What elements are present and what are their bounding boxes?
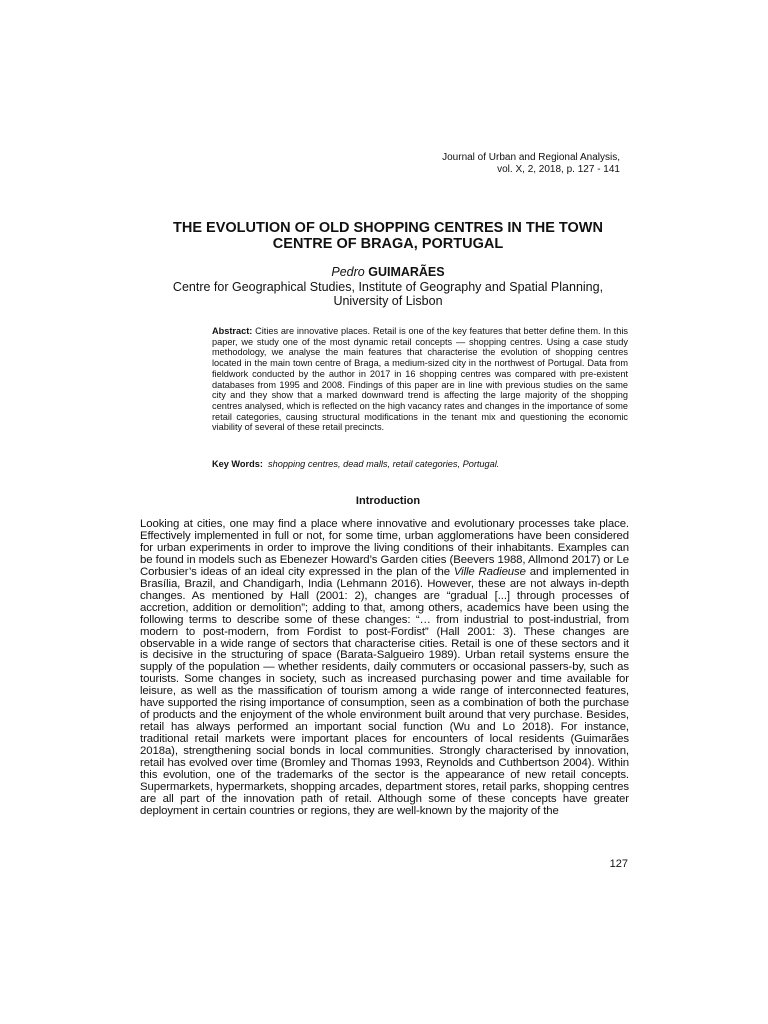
affiliation-line-2: University of Lisbon [333,294,443,308]
abstract [212,326,628,433]
author-given-name: Pedro [331,265,365,279]
introduction-paragraph [140,519,629,818]
page-number: 127 [609,858,628,870]
author-affiliation [140,280,636,308]
journal-line-1: Journal of Urban and Regional Analysis, [442,152,620,163]
title-line-1: THE EVOLUTION OF OLD SHOPPING CENTRES IN THE TOWN [173,220,603,236]
abstract-label: Abstract: [212,326,253,336]
abstract-text: Cities are innovative places. Retail is one of the key features that better define them. In this paper, we study one of the most dynamic retail concepts — shopping centres. Using a case study methodology, we analyse the main features that characterise the evolution of shopping centres located in the main town centre of Braga, a medium-sized city in the northwest of Portugal. Data from fieldwork conducted by the author in 2017 in 16 shopping centres was compared with pre-existent databases from 1995 and 2008. Findings of this paper are in line with previous studies on the same city and they show that a marked downward trend is affecting the large majority of the shopping centres analysed, which is reflected on the high vacancy rates and changes in the importance of some retail categories, causing structural modifications in the tenant mix and questioning the economic viability of several of these retail precincts. [212,326,628,433]
journal-line-2: vol. X, 2, 2018, p. 127 - 141 [497,164,620,175]
author-name [140,265,636,279]
keywords [212,459,628,470]
author-family-name: GUIMARÃES [368,265,445,279]
intro-text-part-1: Looking at cities, one may find a place where innovative and evolutionary processes take place. Effectively implemented in full or not, for some time, urban agglomerations have been considered for urban experiments in order to improve the living conditions of their inhabitants. Examples can be found in models such as Ebenezer Howard’s Garden cities (Beevers 1988, Allmond 2017) or Le Corbusier’s ideas of an ideal city expressed in the plan of the [140,518,629,578]
affiliation-line-1: Centre for Geographical Studies, Institute of Geography and Spatial Planning, [172,280,604,294]
paper-title [140,220,636,252]
keywords-label: Key Words: [212,459,263,469]
intro-italic-term: Ville Radieuse [453,565,526,578]
keywords-text: shopping centres, dead malls, retail categories, Portugal. [268,459,500,469]
section-heading-introduction: Introduction [355,495,421,507]
title-line-2: CENTRE OF BRAGA, PORTUGAL [272,236,504,252]
journal-citation [442,152,620,176]
intro-text-part-2: and implemented in Brasília, Brazil, and Chandigarh, India (Lehmann 2016). However, these are not always in-depth changes. As mentioned by Hall (2001: 2), changes are “gradual [...] through processes of accretion, addition or demolition”; adding to that, among others, academics have been using the following terms to describe some of these changes: “… from industrial to post-industrial, from modern to post-modern, from Fordist to post-Fordist” (Hall 2001: 3). These changes are observable in a wide range of sectors that characterise cities. Retail is one of these sectors and it is decisive in the structuring of space (Barata-Salgueiro 1989). Urban retail systems ensure the supply of the population — whether residents, daily commuters or occasional passers-by, such as tourists. Some changes in society, such as increased purchasing power and time available for leisure, as well as the massification of tourism among a wide range of interconnected features, have supported the rising importance of consumption, seen as a combination of both the purchase of products and the enjoyment of the whole environment built around that very purchase. Besides, retail has always performed an important social function (Wu and Lo 2018). For instance, traditional retail markets were important places for encounters of local residents (Guimarães 2018a), strengthening social bonds in local communities. Strongly characterised by innovation, retail has evolved over time (Bromley and Thomas 1993, Reynolds and Cuthbertson 2004). Within this evolution, one of the trademarks of the sector is the appearance of new retail concepts. Supermarkets, hypermarkets, shopping arcades, department stores, retail parks, shopping centres are all part of the innovation path of retail. Although some of these concepts have greater deployment in certain countries or regions, they are well-known by the majority of the [140,565,629,817]
